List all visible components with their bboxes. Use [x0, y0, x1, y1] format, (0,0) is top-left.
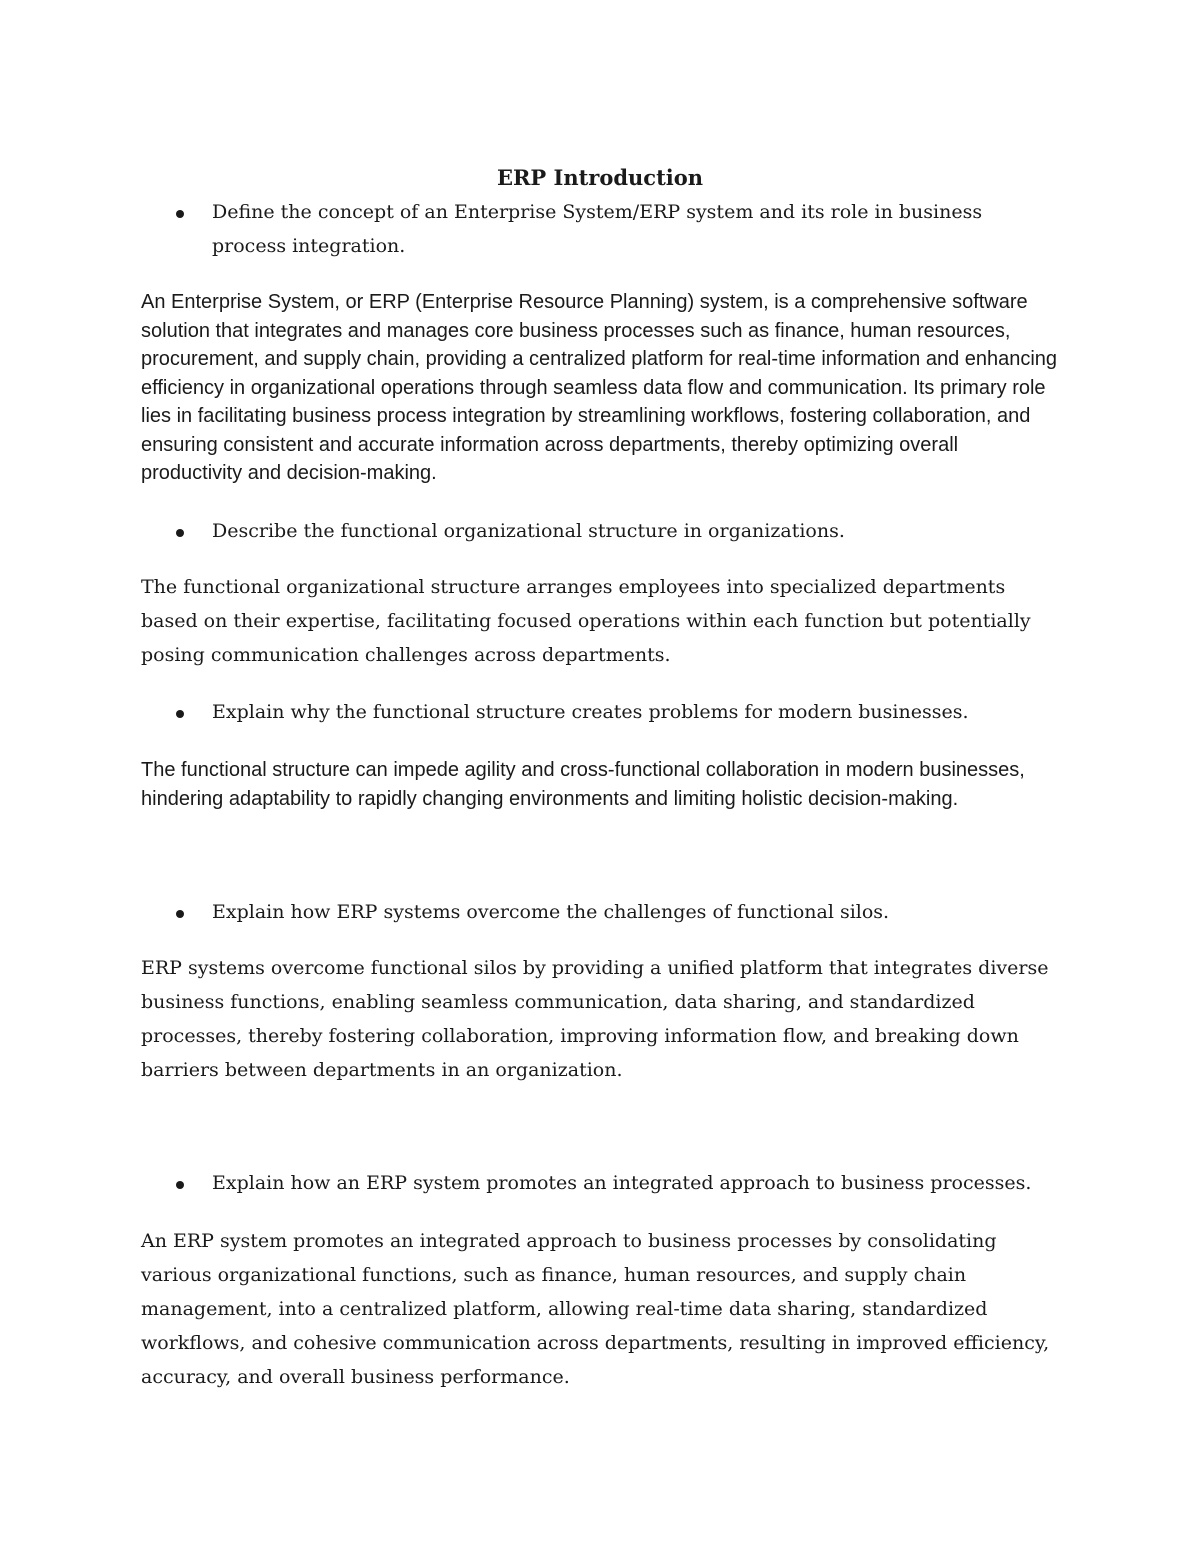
bullet-icon: [176, 710, 184, 718]
answer-paragraph: An ERP system promotes an integrated approach to business processes by consolidating various organizational functions, such as finance, human resources, and supply chain management, into a centralized platform, allowing real-time data sharing, standardized workflows, and cohesive communication across departments, resulting in improved efficiency, accuracy, and overall business performance.: [141, 1230, 1050, 1388]
question-text: Explain why the functional structure creates problems for modern businesses.: [212, 701, 969, 723]
bullet-item: [176, 895, 1056, 929]
bullet-icon: [176, 1181, 184, 1189]
answer-paragraph: The functional organizational structure arranges employees into specialized departments based on their expertise, facilitating focused operations within each function but potentially posing communication challenges across departments.: [141, 576, 1031, 666]
bullet-icon: [176, 210, 184, 218]
bullet-icon: [176, 910, 184, 918]
question-text: Explain how an ERP system promotes an integrated approach to business processes.: [212, 1172, 1032, 1194]
answer-paragraph: The functional structure can impede agility and cross-functional collaboration in modern businesses, hindering adaptability to rapidly changing environments and limiting holistic decision-making.: [141, 759, 1025, 810]
question-text: Explain how ERP systems overcome the challenges of functional silos.: [212, 901, 890, 923]
bullet-icon: [176, 529, 184, 537]
bullet-item: [176, 695, 1056, 729]
bullet-item: [176, 1166, 1056, 1200]
page-title: ERP Introduction: [496, 165, 704, 190]
bullet-item: [176, 195, 1056, 263]
question-text: Define the concept of an Enterprise System/ERP system and its role in business process integration.: [212, 201, 983, 257]
answer-paragraph: An Enterprise System, or ERP (Enterprise Resource Planning) system, is a comprehensive software solution that integrates and manages core business processes such as finance, human resources, procurement, and supply chain, providing a centralized platform for real-time information and enhancing efficiency in organizational operations through seamless data flow and communication. Its primary role lies in facilitating business process integration by streamlining workflows, fostering collaboration, and ensuring consistent and accurate information across departments, thereby optimizing overall productivity and decision-making.: [141, 291, 1058, 484]
bullet-item: [176, 514, 1056, 548]
answer-paragraph: ERP systems overcome functional silos by providing a unified platform that integrates diverse business functions, enabling seamless communication, data sharing, and standardized processes, thereby fostering collaboration, improving information flow, and breaking down barriers between departments in an organization.: [141, 957, 1049, 1081]
question-text: Describe the functional organizational structure in organizations.: [212, 520, 845, 542]
